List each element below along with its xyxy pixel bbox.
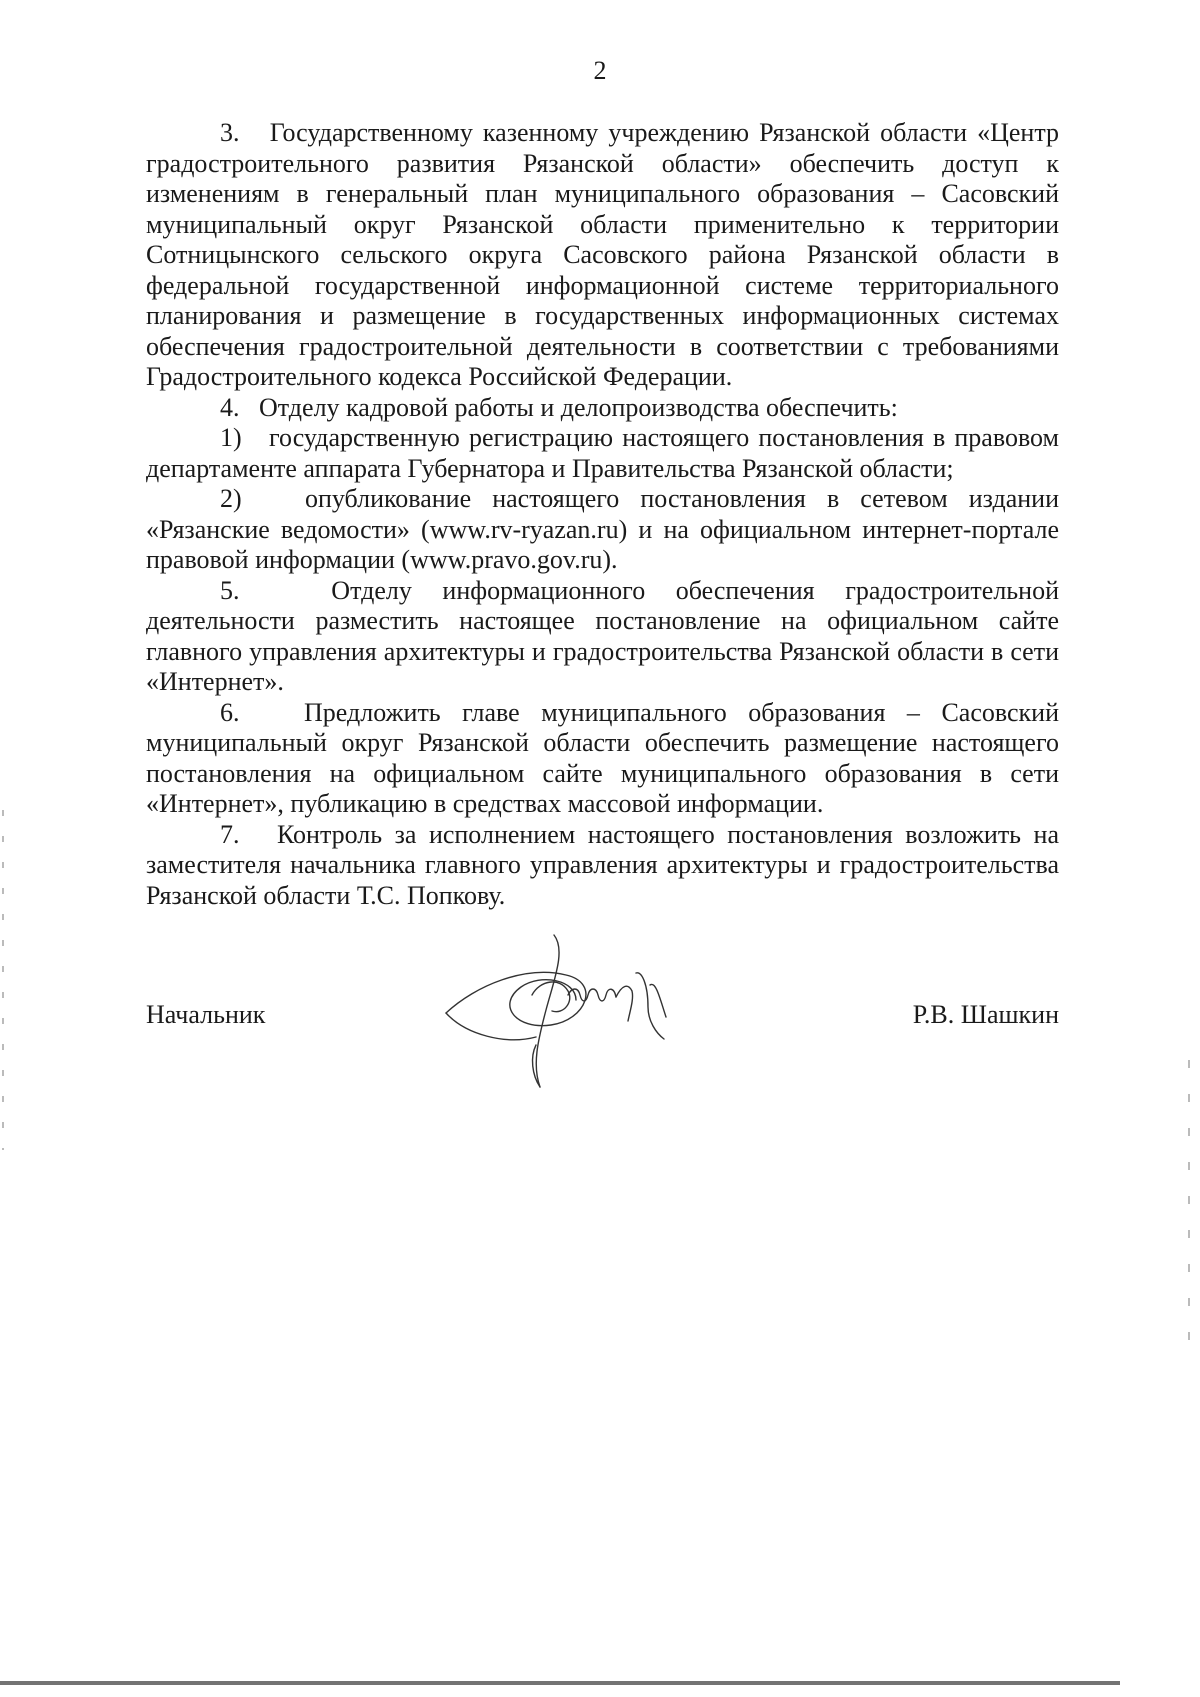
paragraph-6: 6. Предложить главе муниципального образования – Сасовский муниципальный округ Рязанской области обеспечить размещение настоящего постановления на официальном сайте муниципального образования в сети «Интернет», публикацию в средствах массовой информации. bbox=[146, 697, 1059, 818]
signature-block bbox=[146, 1000, 1059, 1140]
paragraph-4-item-2: 2) опубликование настоящего постановления в сетевом издании «Рязанские ведомости» (www.rv-ryazan.ru) и на официальном интернет-портале правовой информации (www.pravo.gov.ru). bbox=[146, 484, 1059, 574]
scan-bottom-edge bbox=[0, 1681, 1120, 1685]
document-body bbox=[146, 118, 1059, 911]
paragraph-4: 4. Отделу кадровой работы и делопроизводства обеспечить: bbox=[220, 392, 898, 422]
paragraph-7: 7. Контроль за исполнением настоящего постановления возложить на заместителя начальника главного управления архитектуры и градостроительства Рязанской области Т.С. Попкову. bbox=[146, 819, 1059, 910]
signatory-name: Р.В. Шашкин bbox=[912, 1000, 1059, 1029]
signatory-title: Начальник bbox=[146, 1000, 266, 1029]
paragraph-5: 5. Отделу информационного обеспечения градостроительной деятельности разместить настоящее постановление на официальном сайте главного управления архитектуры и градостроительства Рязанской области в сети «Интернет». bbox=[146, 575, 1059, 696]
handwritten-signature bbox=[436, 925, 696, 1100]
paragraph-3: 3. Государственному казенному учреждению Рязанской области «Центр градостроительного развития Рязанской области» обеспечить доступ к изменениям в генеральный план муниципального образования – Сасовский муниципальный округ Рязанской области применительно к территории Сотницынского сельского округа Сасовского района Рязанской области в федеральной государственной информационной системе территориального планирования и размещение в государственных информационных системах обеспечения градостроительной деятельности в соответствии с требованиями Градостроительного кодекса Российской Федерации. bbox=[146, 118, 1059, 391]
scan-artifact-right bbox=[1188, 1060, 1190, 1360]
scan-artifact-left bbox=[2, 810, 4, 1150]
paragraph-4-item-1: 1) государственную регистрацию настоящего постановления в правовом департаменте аппарата Губернатора и Правительства Рязанской области; bbox=[146, 423, 1059, 483]
page-number: 2 bbox=[593, 56, 607, 85]
